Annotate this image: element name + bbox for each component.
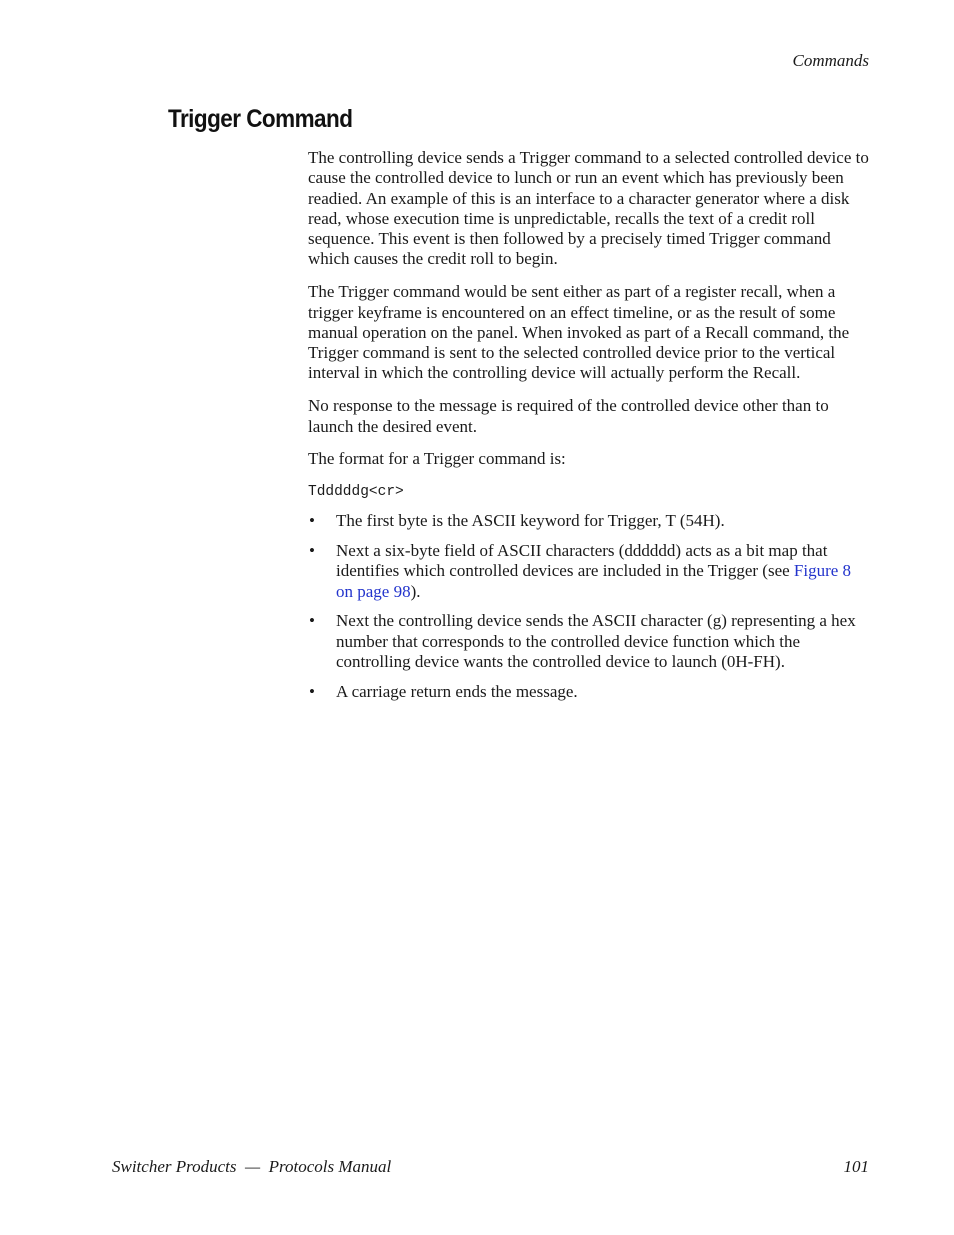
section-title: Trigger Command bbox=[168, 105, 353, 133]
running-head: Commands bbox=[792, 51, 869, 70]
bullet-icon: • bbox=[309, 511, 315, 531]
figure-cross-reference-link[interactable]: Figure 8 on page 98 bbox=[336, 561, 852, 601]
page-number: 101 bbox=[843, 1157, 869, 1176]
list-item-text: The first byte is the ASCII keyword for Trigger, T (54H). bbox=[336, 511, 725, 531]
list-item-text-before: Next a six-byte field of ASCII characters (dddddd) acts as a bit map that identifies which controlled devices are included in the Trigger (see bbox=[336, 540, 828, 581]
paragraph-format: The format for a Trigger command is: bbox=[308, 449, 566, 469]
footer-manual-title: Switcher Products — Protocols Manual bbox=[112, 1157, 392, 1176]
bullet-list bbox=[308, 511, 870, 702]
paragraph-intro: The controlling device sends a Trigger command to a selected controlled device to cause the controlled device to lunch or run an event which has previously been readied. An example of this is an interface to a character generator where a disk read, whose execution time is unpredictable, recalls the text of a credit roll sequence. This event is then followed by a precisely timed Trigger command which causes the credit roll to begin. bbox=[308, 148, 869, 269]
paragraph-response: No response to the message is required of the controlled device other than to launch the desired event. bbox=[308, 396, 829, 436]
bullet-icon: • bbox=[309, 611, 315, 631]
list-item bbox=[308, 682, 870, 702]
list-item bbox=[308, 541, 870, 602]
command-format-code: Tdddddg<cr> bbox=[308, 484, 404, 501]
bullet-icon: • bbox=[309, 681, 315, 701]
list-item-text: Next the controlling device sends the ASCII character (g) representing a hex number that corresponds to the controlled device function which the controlling device wants the controlled device to launch (0H-FH). bbox=[336, 611, 856, 671]
bullet-icon: • bbox=[309, 540, 315, 560]
body-content bbox=[308, 148, 870, 712]
list-item bbox=[308, 611, 870, 672]
list-item-text: A carriage return ends the message. bbox=[336, 681, 578, 701]
paragraph-usage: The Trigger command would be sent either as part of a register recall, when a trigger keyframe is encountered on an effect timeline, or as the result of some manual operation on the panel. When invoked as part of a Recall command, the Trigger command is sent to the selected controlled device prior to the vertical interval in which the controlling device will actually perform the Recall. bbox=[308, 282, 850, 383]
list-item-text-after: ). bbox=[410, 581, 421, 601]
list-item bbox=[308, 511, 870, 531]
